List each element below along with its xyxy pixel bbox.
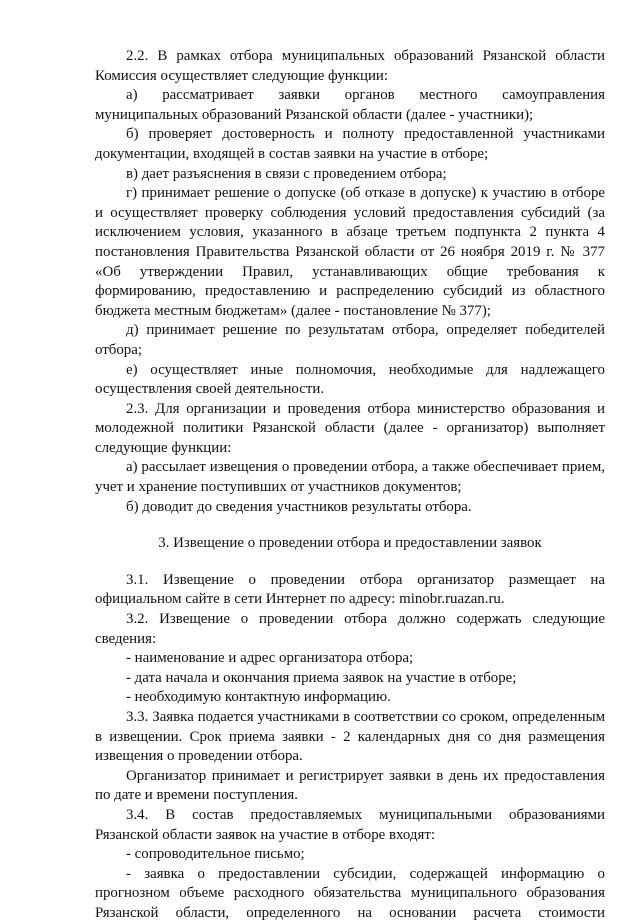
paragraph-2-2-v: в) дает разъяснения в связи с проведением отбора; [126, 165, 447, 182]
list-item: - наименование и адрес организатора отбора; [126, 650, 414, 667]
document-body [95, 47, 605, 924]
list-item: - необходимую контактную информацию. [126, 689, 391, 706]
paragraph-3-3: 3.3. Заявка подается участниками в соответствии со сроком, определенным в извещении. Срок приема заявки - 2 календарных дня со дня размещения извещения о проведении отбора. [95, 709, 605, 765]
list-item: - заявка о предоставлении субсидии, содержащей информацию о прогнозном объеме расходного обязательства муниципального образования Рязанской области, определенного на основании расчета стоимости [95, 865, 605, 921]
paragraph-3-1: 3.1. Извещение о проведении отбора организатор размещает на официальном сайте в сети Интернет по адресу: minobr.ruazan.ru. [95, 571, 605, 608]
paragraph-2-2: 2.2. В рамках отбора муниципальных образований Рязанской области Комиссия осуществляет следующие функции: [95, 48, 605, 84]
paragraph-2-2-b: б) проверяет достоверность и полноту предоставленной участниками документации, входящей в состав заявки на участие в отборе; [95, 126, 605, 162]
paragraph-2-2-g: г) принимает решение о допуске (об отказе в допуске) к участию в отборе и осуществляет проверку соблюдения условий предоставления субсидий (за исключением условия, указанного в абзаце третьем подпункта 2 пункта 4 постановления Правительства Рязанской области от 26 ноября 2019 г. № 377 «Об утверждении Правил, устанавливающих общие требования к формированию, предоставлению и распределению субсидий из областного бюджета местным бюджетам» (далее - постановление № 377); [95, 185, 605, 319]
paragraph-2-3-b: б) доводит до сведения участников результаты отбора. [126, 498, 472, 515]
paragraph-2-3: 2.3. Для организации и проведения отбора министерство образования и молодежной политики Рязанской области (далее - организатор) выполняет следующие функции: [95, 400, 605, 456]
list-item: - сопроводительное письмо; [126, 846, 305, 863]
section-heading: 3. Извещение о проведении отбора и предоставлении заявок [158, 535, 542, 552]
paragraph-2-2-e: е) осуществляет иные полномочия, необходимые для надлежащего осуществления своей деятельности. [95, 361, 605, 398]
list-item: - дата начала и окончания приема заявок на участие в отборе; [126, 669, 517, 686]
paragraph-3-4: 3.4. В состав предоставляемых муниципальными образованиями Рязанской области заявок на участие в отборе входят: [95, 806, 605, 843]
paragraph-2-2-a: а) рассматривает заявки органов местного самоуправления муниципальных образований Рязанской области (далее - участники); [95, 87, 605, 123]
paragraph-2-3-a: а) рассылает извещения о проведении отбора, а также обеспечивает прием, учет и хранение поступивших от участников документов; [95, 459, 605, 496]
paragraph-3-2: 3.2. Извещение о проведении отбора должно содержать следующие сведения: [95, 611, 605, 647]
paragraph-organizer: Организатор принимает и регистрирует заявки в день их предоставления по дате и времени поступления. [95, 767, 605, 804]
paragraph-2-2-d: д) принимает решение по результатам отбора, определяет победителей отбора; [95, 322, 605, 358]
